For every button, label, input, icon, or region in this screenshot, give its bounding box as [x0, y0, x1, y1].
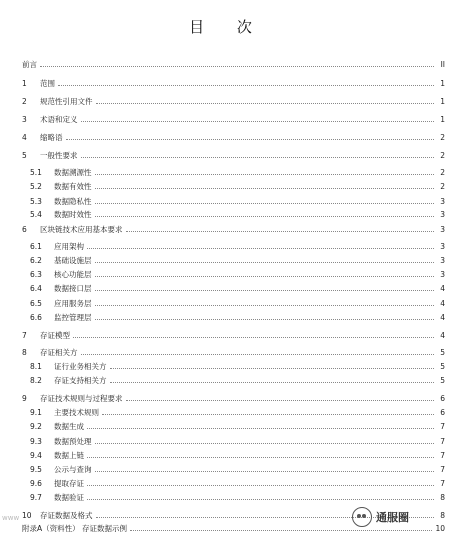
- toc-entry[interactable]: [22, 490, 445, 502]
- toc-entry-number: 6: [22, 225, 27, 234]
- toc-entry-number: 1: [22, 79, 27, 88]
- toc-entry-page: 4: [440, 331, 445, 340]
- toc-entry-page: II: [440, 60, 445, 69]
- toc-entry-page: 4: [440, 313, 445, 322]
- toc-entry-page: 6: [440, 394, 445, 403]
- toc-entry-label: 数据有效性: [54, 182, 92, 191]
- dot-leader: [81, 353, 435, 355]
- toc-entry-label: 存证相关方: [40, 348, 78, 357]
- toc-entry-number: 5.3: [30, 197, 42, 206]
- toc-entry[interactable]: [22, 434, 445, 446]
- toc-entry-number: 5.4: [30, 210, 42, 219]
- toc-entry-label: 数据时效性: [54, 210, 92, 219]
- toc-entry[interactable]: [22, 296, 445, 308]
- toc-entry[interactable]: [22, 267, 445, 279]
- toc-entry-label: 提取存证: [54, 479, 84, 488]
- toc-entry-number: 6.3: [30, 270, 42, 279]
- dot-leader: [126, 230, 435, 232]
- toc-entry[interactable]: [22, 345, 445, 357]
- dot-leader: [87, 247, 434, 249]
- toc-entry-label: 术语和定义: [40, 115, 78, 124]
- dot-leader: [40, 65, 434, 67]
- toc-entry-label: 附录A（资料性） 存证数据示例: [22, 524, 128, 533]
- toc-entry-label: 数据预处理: [54, 437, 92, 446]
- toc-entry-label: 应用服务层: [54, 299, 92, 308]
- toc-entry-number: 5.1: [30, 168, 42, 177]
- toc-entry-number: 9.2: [30, 422, 42, 431]
- dot-leader: [102, 413, 434, 415]
- toc-entry-page: 7: [440, 451, 445, 460]
- toc-entry-label: 存证技术规则与过程要求: [40, 394, 123, 403]
- toc-entry[interactable]: [22, 373, 445, 385]
- toc-entry-label: 监控管理层: [54, 313, 92, 322]
- toc-entry-page: 2: [440, 168, 445, 177]
- toc-entry[interactable]: [22, 94, 445, 106]
- toc-entry-label: 存证数据及格式: [40, 511, 93, 520]
- toc-entry-page: 1: [440, 115, 445, 124]
- toc-entry[interactable]: [22, 462, 445, 474]
- toc-entry-page: 5: [440, 348, 445, 357]
- toc-entry-page: 8: [440, 493, 445, 502]
- dot-leader: [95, 470, 435, 472]
- toc-entry[interactable]: [22, 179, 445, 191]
- dot-leader: [95, 275, 435, 277]
- toc-entry-page: 5: [440, 376, 445, 385]
- toc-entry[interactable]: [22, 359, 445, 371]
- dot-leader: [95, 202, 435, 204]
- dot-leader: [73, 336, 434, 338]
- toc-entry-number: 10: [22, 511, 32, 520]
- toc-entry-label: 存证模型: [40, 331, 70, 340]
- toc-entry-label: 数据隐私性: [54, 197, 92, 206]
- toc-entry-number: 6.1: [30, 242, 42, 251]
- toc-entry-number: 9.1: [30, 408, 42, 417]
- toc-entry[interactable]: [22, 76, 445, 88]
- toc-entry-label: 基础设施层: [54, 256, 92, 265]
- dot-leader: [81, 156, 435, 158]
- toc-entry-label: 缩略语: [40, 133, 63, 142]
- toc-entry[interactable]: [22, 148, 445, 160]
- toc-entry-number: 9.5: [30, 465, 42, 474]
- toc-entry[interactable]: [22, 310, 445, 322]
- toc-entry-number: 9.3: [30, 437, 42, 446]
- dot-leader: [95, 289, 435, 291]
- toc-entry-number: 9.7: [30, 493, 42, 502]
- toc-entry[interactable]: [22, 405, 445, 417]
- toc-entry-page: 7: [440, 465, 445, 474]
- dot-leader: [95, 215, 435, 217]
- toc-entry-number: 8: [22, 348, 27, 357]
- toc-entry-page: 6: [440, 408, 445, 417]
- toc-entry-number: 8.1: [30, 362, 42, 371]
- toc-entry-label: 范围: [40, 79, 55, 88]
- toc-entry-page: 3: [440, 197, 445, 206]
- toc-entry-label: 应用架构: [54, 242, 84, 251]
- toc-entry-label: 公示与查询: [54, 465, 92, 474]
- toc-entry-page: 7: [440, 479, 445, 488]
- toc-entry-label: 规范性引用文件: [40, 97, 93, 106]
- watermark-text: 通服圈: [376, 511, 409, 524]
- toc-entry-page: 7: [440, 422, 445, 431]
- toc-entry-number: 4: [22, 133, 27, 142]
- dot-leader: [95, 442, 435, 444]
- toc-entry-page: 5: [440, 362, 445, 371]
- toc-entry-number: 8.2: [30, 376, 42, 385]
- toc-entry-number: 2: [22, 97, 27, 106]
- toc-entry-number: 6.6: [30, 313, 42, 322]
- dot-leader: [95, 173, 435, 175]
- toc-entry-page: 4: [440, 284, 445, 293]
- toc-entry[interactable]: [22, 328, 445, 340]
- toc-entry-number: 6.4: [30, 284, 42, 293]
- toc-entry-number: 6.2: [30, 256, 42, 265]
- dot-leader: [66, 138, 435, 140]
- toc-entry[interactable]: [22, 222, 445, 234]
- toc-entry[interactable]: [22, 130, 445, 142]
- watermark: [352, 507, 448, 527]
- toc-entry-page: 10: [435, 524, 445, 533]
- toc-entry[interactable]: [22, 112, 445, 124]
- toc-entry[interactable]: [22, 281, 445, 293]
- toc-entry-label: 数据验证: [54, 493, 84, 502]
- dot-leader: [87, 427, 434, 429]
- toc-entry-number: 5.2: [30, 182, 42, 191]
- toc-entry-page: 1: [440, 97, 445, 106]
- toc-entry-label: 区块链技术应用基本要求: [40, 225, 123, 234]
- toc-entry[interactable]: [22, 165, 445, 177]
- toc-entry-page: 2: [440, 133, 445, 142]
- toc-entry-label: 数据溯源性: [54, 168, 92, 177]
- toc-entry-page: 8: [440, 511, 445, 520]
- dot-leader: [95, 187, 435, 189]
- dot-leader: [95, 304, 435, 306]
- toc-entry-number: 9.6: [30, 479, 42, 488]
- toc-entry[interactable]: [22, 476, 445, 488]
- dot-leader: [130, 529, 432, 531]
- dot-leader: [87, 456, 434, 458]
- dot-leader: [126, 399, 435, 401]
- dot-leader: [96, 102, 435, 104]
- toc-entry[interactable]: [22, 207, 445, 219]
- dot-leader: [87, 484, 434, 486]
- toc-entry-page: 3: [440, 242, 445, 251]
- toc-entry-label: 数据接口层: [54, 284, 92, 293]
- toc-entry[interactable]: [22, 57, 445, 69]
- toc-entry[interactable]: [22, 239, 445, 251]
- dot-leader: [95, 318, 435, 320]
- toc-entry-page: 4: [440, 299, 445, 308]
- page-title: 目 次: [189, 18, 266, 36]
- dot-leader: [81, 120, 435, 122]
- toc-entry-label: 存证支持相关方: [54, 376, 107, 385]
- toc-entry-page: 1: [440, 79, 445, 88]
- toc-entry-page: 2: [440, 182, 445, 191]
- toc-entry-number: 7: [22, 331, 27, 340]
- toc-entry-number: 9: [22, 394, 27, 403]
- toc-entry[interactable]: [22, 391, 445, 403]
- dot-leader: [110, 381, 435, 383]
- toc-entry[interactable]: [22, 419, 445, 431]
- toc-entry[interactable]: [22, 253, 445, 265]
- toc-entry-number: 6.5: [30, 299, 42, 308]
- toc-entry-page: 3: [440, 256, 445, 265]
- toc-entry-page: 2: [440, 151, 445, 160]
- toc-entry-page: 3: [440, 225, 445, 234]
- toc-entry[interactable]: [22, 194, 445, 206]
- toc-entry-label: 证行业务相关方: [54, 362, 107, 371]
- toc-entry-label: 一般性要求: [40, 151, 78, 160]
- corner-mark: www: [2, 514, 20, 522]
- dot-leader: [110, 367, 435, 369]
- toc-entry[interactable]: [22, 448, 445, 460]
- dot-leader: [58, 84, 434, 86]
- dot-leader: [95, 261, 435, 263]
- toc-entry-number: 3: [22, 115, 27, 124]
- toc-entry-label: 数据上链: [54, 451, 84, 460]
- toc-entry-page: 7: [440, 437, 445, 446]
- dot-leader: [87, 498, 434, 500]
- toc-entry-number: 5: [22, 151, 27, 160]
- wechat-icon: [352, 507, 372, 527]
- toc-entry-label: 前言: [22, 60, 37, 69]
- toc-entry-page: 3: [440, 210, 445, 219]
- toc-entry-label: 主要技术规则: [54, 408, 99, 417]
- toc-entry-label: 核心功能层: [54, 270, 92, 279]
- toc-entry-label: 数据生成: [54, 422, 84, 431]
- toc-entry-page: 3: [440, 270, 445, 279]
- toc-entry-number: 9.4: [30, 451, 42, 460]
